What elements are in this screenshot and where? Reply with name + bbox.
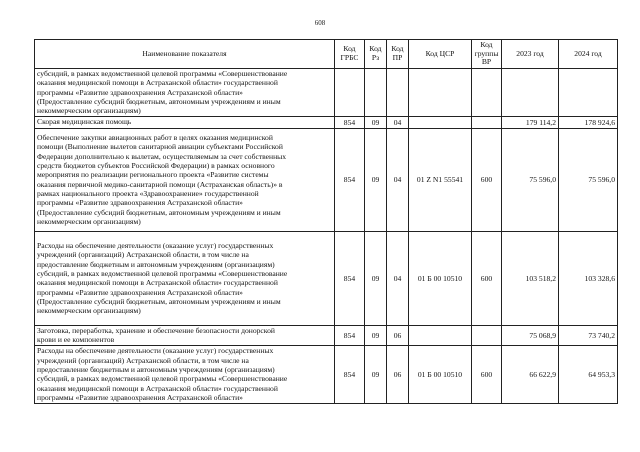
csr-code: 01 Б 00 10510 — [409, 345, 472, 403]
header-year-2023: 2023 год — [502, 40, 559, 69]
header-name: Наименование показателя — [35, 40, 335, 69]
amount-2024: 178 924,6 — [559, 116, 618, 128]
indicator-name-line: Обеспечение закупки авиационных работ в целях оказания медицинской — [37, 133, 273, 142]
indicator-name-line: некоммерческим организациям) — [37, 306, 141, 316]
indicator-name-line: Расходы на обеспечение деятельности (оказание услуг) государственных — [37, 346, 274, 356]
indicator-name-line: предоставление бюджетным и автономным учреждениям (организациям) — [37, 259, 275, 269]
indicator-name-line: Федерации дополнительно к вылетам, осуществляемым за счет собственных — [37, 151, 287, 161]
indicator-name-line: помощи (Выполнение вылетов санитарной авиации субъектами Российской — [37, 142, 283, 152]
amount-2024: 75 596,0 — [559, 128, 618, 231]
grbs-code — [335, 69, 365, 117]
vr-code — [472, 69, 502, 117]
table-row — [35, 128, 618, 231]
pr-code: 06 — [387, 345, 409, 403]
indicator-name — [35, 231, 335, 325]
pr-code: 04 — [387, 128, 409, 231]
indicator-name-line: учреждений (организаций) Астраханской области, в том числе на — [37, 250, 249, 260]
vr-code: 600 — [472, 345, 502, 403]
csr-code — [409, 69, 472, 117]
amount-2024: 103 328,6 — [559, 231, 618, 325]
grbs-code: 854 — [335, 116, 365, 128]
grbs-code: 854 — [335, 345, 365, 403]
indicator-name-line: субсидий, в рамках ведомственной целевой программы «Совершенствование — [37, 268, 288, 278]
indicator-name-line: субсидий, в рамках ведомственной целевой программы «Совершенствование — [37, 374, 288, 384]
indicator-name-line: (Предоставление субсидий бюджетным, автономным учреждениям и иным — [37, 296, 281, 306]
indicator-name — [35, 325, 335, 345]
header-grbs: Код ГРБС — [335, 40, 365, 69]
table-row — [35, 325, 618, 345]
rz-code: 09 — [365, 231, 387, 325]
indicator-name-line: оказания медицинской помощи в Астраханской области» государственной — [37, 383, 278, 393]
amount-2024 — [559, 69, 618, 117]
indicator-name-line: программы «Развитие здравоохранения Астраханской области» — [37, 87, 243, 97]
rz-code: 09 — [365, 345, 387, 403]
indicator-name-line: оказания медицинской помощи в Астраханской области» государственной — [37, 278, 278, 288]
rz-code — [365, 69, 387, 117]
indicator-name-line: мероприятия по реализации регионального проекта «Развитие системы — [37, 170, 269, 180]
amount-2023: 75 596,0 — [502, 128, 559, 231]
header-csr: Код ЦСР — [409, 40, 472, 69]
pr-code: 04 — [387, 116, 409, 128]
amount-2023: 179 114,2 — [502, 116, 559, 128]
indicator-name-line: оказания медицинской помощи в Астраханской области» государственной — [37, 78, 278, 88]
indicator-name-line: некоммерческим организациям) — [37, 106, 141, 116]
rz-code: 09 — [365, 128, 387, 231]
indicator-name-line: субсидий, в рамках ведомственной целевой программы «Совершенствование — [37, 69, 288, 78]
indicator-name-line: программы «Развитие здравоохранения Астраханской области» — [37, 287, 243, 297]
indicator-name-line: рамках национального проекта «Здравоохранение» государственной — [37, 189, 259, 199]
header-rz: Код Рз — [365, 40, 387, 69]
csr-code — [409, 325, 472, 345]
indicator-name-line: Расходы на обеспечение деятельности (оказание услуг) государственных — [37, 240, 274, 250]
table-row — [35, 345, 618, 403]
rz-code: 09 — [365, 116, 387, 128]
rz-code: 09 — [365, 325, 387, 345]
indicator-name — [35, 116, 335, 128]
header-year-2024: 2024 год — [559, 40, 618, 69]
amount-2024: 73 740,2 — [559, 325, 618, 345]
csr-code: 01 Б 00 10510 — [409, 231, 472, 325]
vr-code — [472, 116, 502, 128]
grbs-code: 854 — [335, 231, 365, 325]
amount-2023: 75 068,9 — [502, 325, 559, 345]
indicator-name-line: Заготовка, переработка, хранение и обеспечение безопасности донорской — [37, 325, 275, 335]
amount-2023: 103 518,2 — [502, 231, 559, 325]
grbs-code: 854 — [335, 128, 365, 231]
indicator-name-line: предоставление бюджетным и автономным учреждениям (организациям) — [37, 364, 275, 374]
pr-code: 04 — [387, 231, 409, 325]
indicator-name-line: Скорая медицинская помощь — [37, 117, 132, 127]
page-number: 608 — [314, 19, 326, 27]
indicator-name-line: (Предоставление субсидий бюджетным, автономным учреждениям и иным — [37, 97, 281, 107]
indicator-name-line: учреждений (организаций) Астраханской области, в том числе на — [37, 355, 249, 365]
pr-code — [387, 69, 409, 117]
table-row — [35, 116, 618, 128]
indicator-name — [35, 69, 335, 117]
indicator-name-line: программы «Развитие здравоохранения Астраханской области» — [37, 198, 243, 208]
indicator-name-line: средств бюджетов субъектов Российской Федерации) в рамках основного — [37, 161, 275, 171]
header-vr: Код группы ВР — [472, 40, 502, 69]
indicator-name-line: крови и ее компонентов — [37, 335, 115, 345]
pr-code: 06 — [387, 325, 409, 345]
table-row — [35, 69, 618, 117]
amount-2024: 64 953,3 — [559, 345, 618, 403]
csr-code — [409, 116, 472, 128]
vr-code: 600 — [472, 231, 502, 325]
table-row — [35, 231, 618, 325]
header-pr: Код ПР — [387, 40, 409, 69]
amount-2023 — [502, 69, 559, 117]
vr-code: 600 — [472, 128, 502, 231]
indicator-name-line: оказания первичной медико-санитарной помощи (Астраханская область)» в — [37, 179, 283, 189]
indicator-name — [35, 128, 335, 231]
table-header-row — [35, 40, 618, 69]
vr-code — [472, 325, 502, 345]
indicator-name-line: (Предоставление субсидий бюджетным, автономным учреждениям и иным — [37, 207, 281, 217]
indicator-name-line: программы «Развитие здравоохранения Астраханской области» — [37, 392, 243, 402]
grbs-code: 854 — [335, 325, 365, 345]
indicator-name-line: некоммерческим организациям) — [37, 217, 141, 227]
amount-2023: 66 622,9 — [502, 345, 559, 403]
budget-table — [34, 39, 618, 404]
csr-code: 01 Z N1 55541 — [409, 128, 472, 231]
indicator-name — [35, 345, 335, 403]
